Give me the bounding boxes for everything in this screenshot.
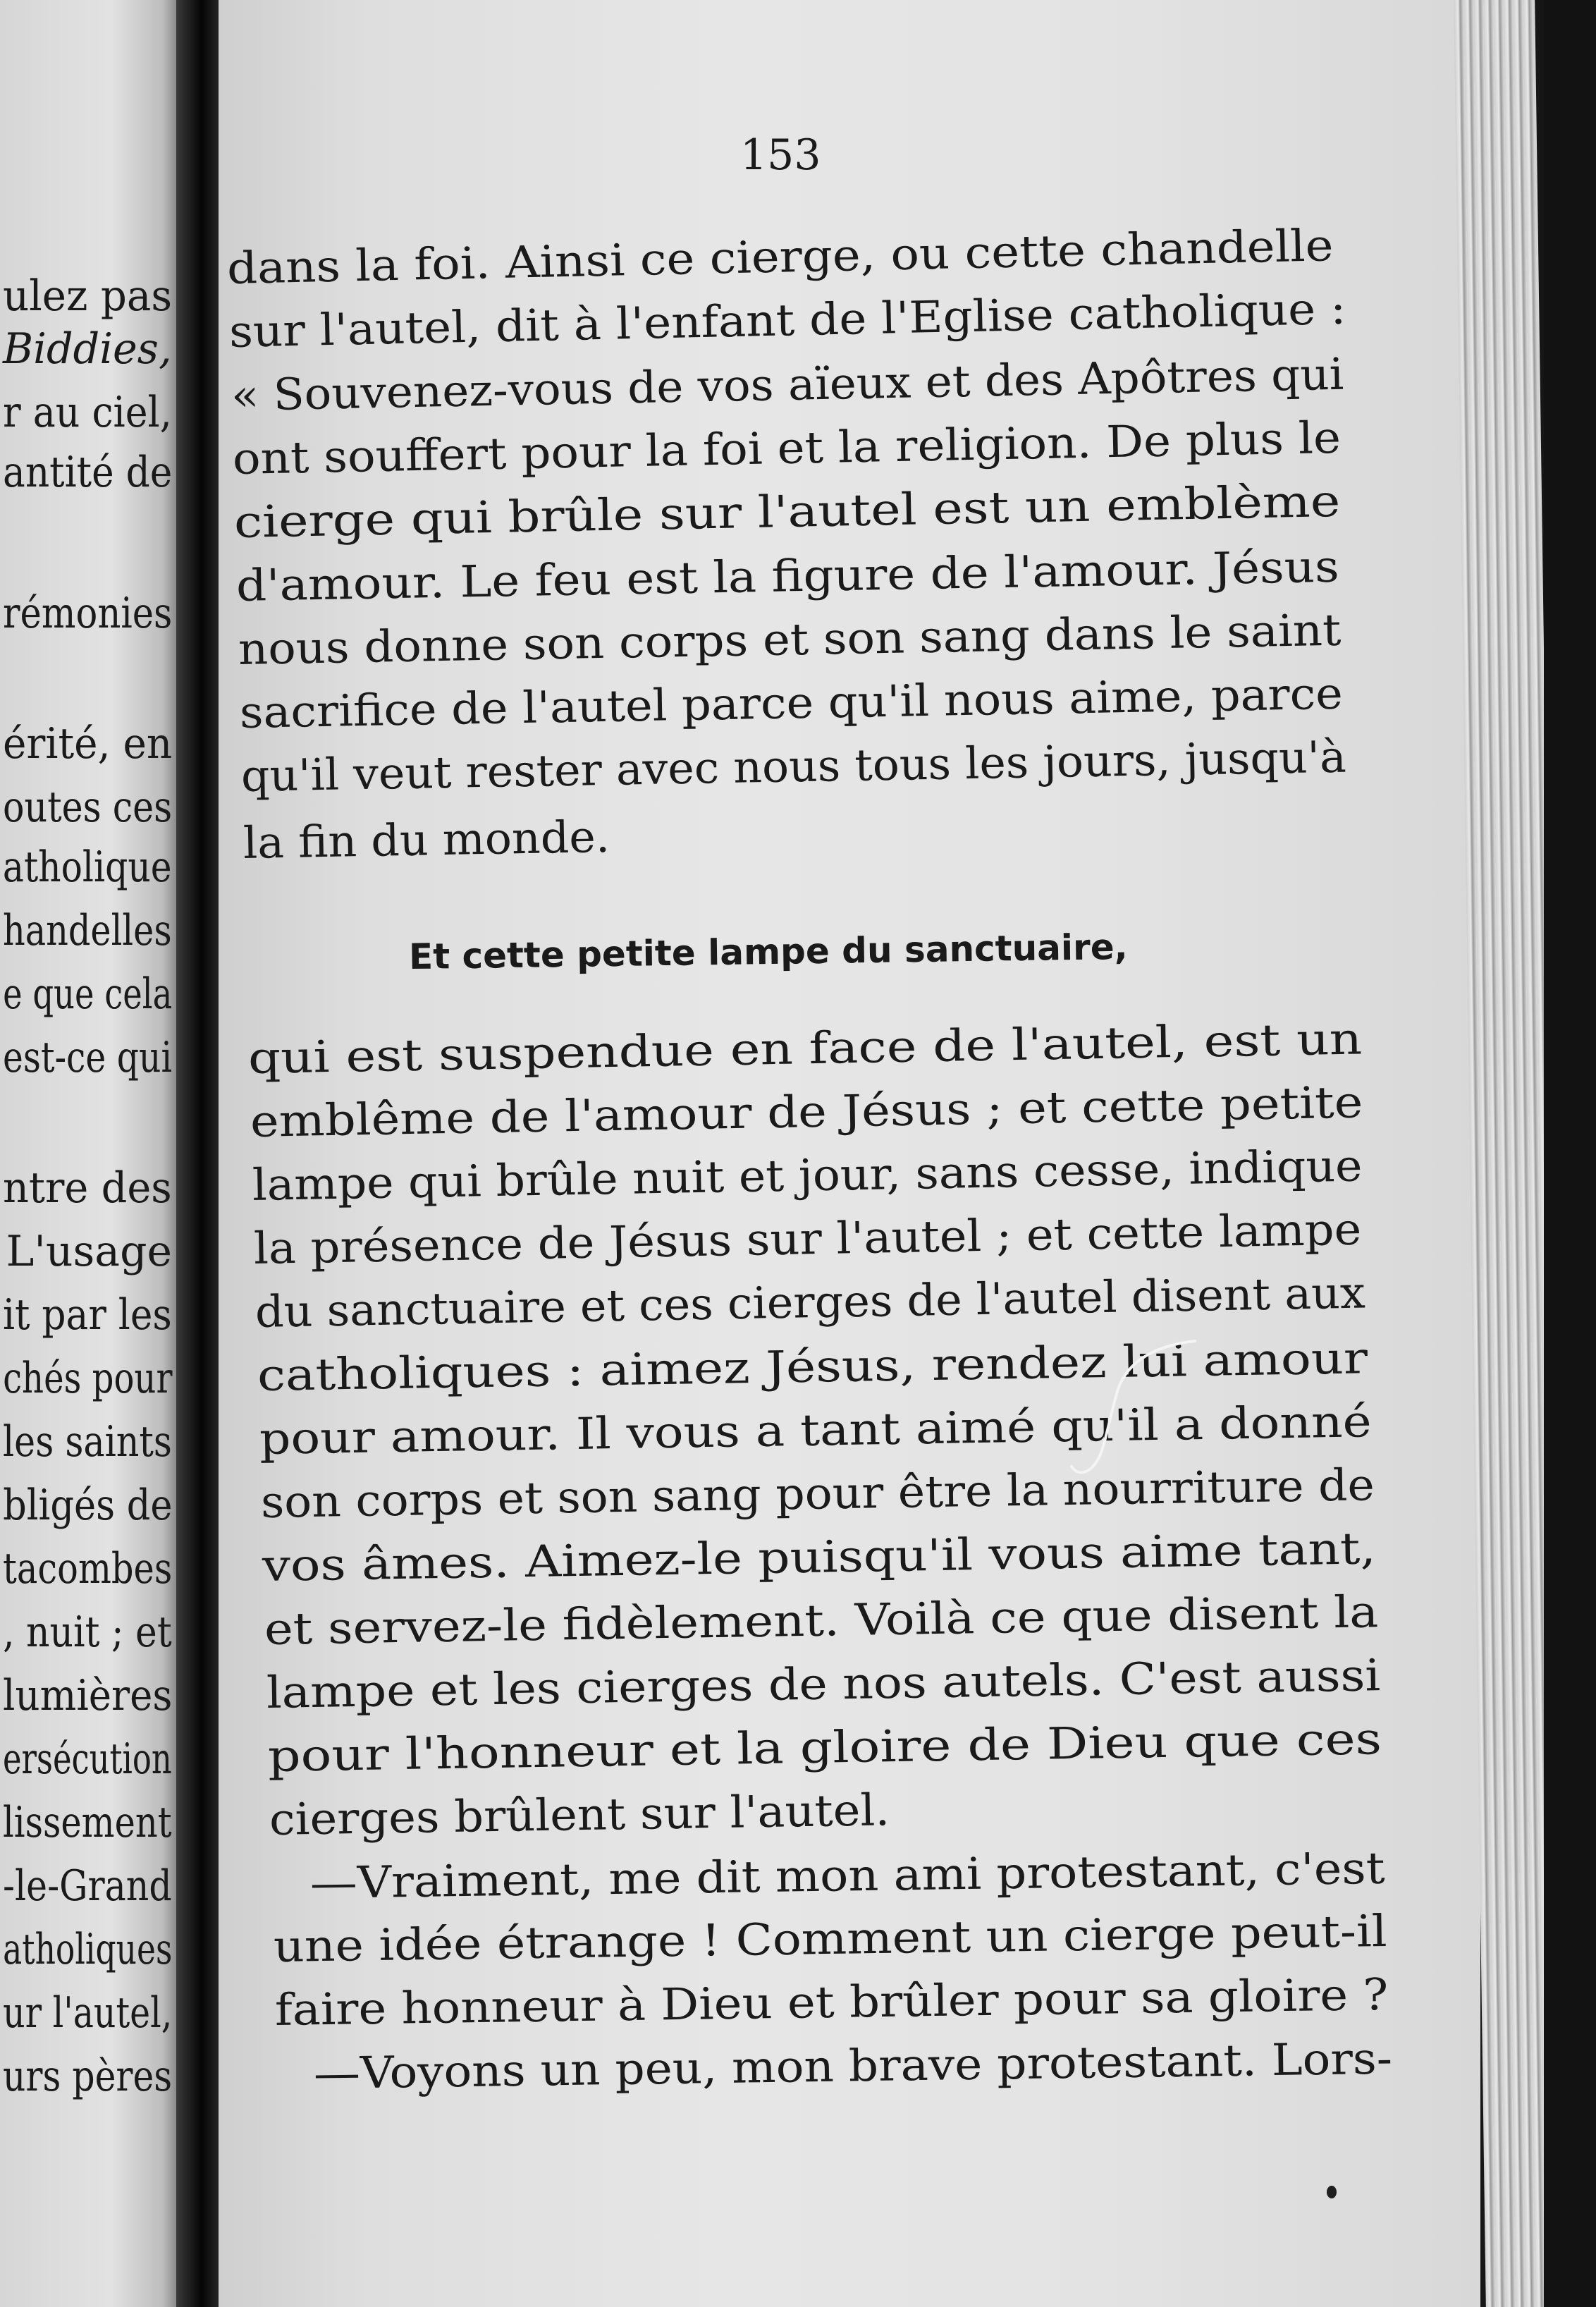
- text-line: lampe qui brûle nuit et jour, sans cesse, indique: [252, 1139, 1363, 1211]
- left-page-line: tacombes: [2, 1544, 172, 1593]
- left-page-line: les saints: [3, 1417, 172, 1467]
- left-page-line: lissement: [3, 1798, 172, 1847]
- text-line: sacrifice de l'autel parce qu'il nous aime, parce: [239, 667, 1344, 738]
- text-line: catholiques : aimez Jésus, rendez lui amour: [257, 1332, 1368, 1401]
- left-page-line: atholiques: [2, 1925, 172, 1974]
- text-line: sur l'autel, dit à l'enfant de l'Eglise catholique :: [228, 282, 1347, 357]
- left-page-line: e que cela: [2, 969, 172, 1019]
- ink-speck: [1327, 2186, 1337, 2198]
- text-line: lampe et les cierges de nos autels. C'est aussi: [266, 1649, 1381, 1718]
- text-line: nous donne son corps et son sang dans le saint: [238, 604, 1342, 675]
- text-line: emblême de l'amour de Jésus ; et cette petite: [250, 1076, 1363, 1147]
- text-line: faire honneur à Dieu et brûler pour sa gloire ?: [274, 1968, 1389, 2036]
- text-line: « Souvenez-vous de vos aïeux et des Apôtres qui: [231, 348, 1344, 421]
- text-line: ont souffert pour la foi et la religion. De plus le: [232, 411, 1342, 484]
- text-line: son corps et son sang pour être la nourriture de: [260, 1459, 1375, 1528]
- left-page-line: handelles: [3, 906, 172, 955]
- left-page-line: ersécution: [3, 1734, 172, 1784]
- section-heading: Et cette petite lampe du sanctuaire,: [408, 926, 1129, 978]
- text-line: qu'il veut rester avec nous tous les jours, jusqu'à: [240, 730, 1347, 802]
- text-line: pour amour. Il vous a tant aimé qu'il a donné: [259, 1395, 1373, 1464]
- left-page-line: atholique: [3, 843, 172, 892]
- text-line: et servez-le fidèlement. Voilà ce que disent la: [264, 1586, 1379, 1655]
- left-page-line: ulez pas: [2, 271, 172, 321]
- text-line: pour l'honneur et la gloire de Dieu que ces: [267, 1713, 1382, 1782]
- page-number: 153: [740, 130, 821, 180]
- text-line: d'amour. Le feu est la figure de l'amour. Jésus: [235, 540, 1340, 611]
- left-page-line: chés pour: [2, 1354, 172, 1403]
- left-page-line: outes ces: [2, 783, 172, 832]
- text-line: la fin du monde.: [243, 810, 610, 869]
- left-page-line: L'usage: [6, 1227, 172, 1276]
- text-line: vos âmes. Aimez-le puisqu'il vous aime tant,: [262, 1522, 1377, 1591]
- text-line: du sanctuaire et ces cierges de l'autel disent aux: [254, 1266, 1366, 1338]
- left-page-line: lumières: [2, 1671, 172, 1720]
- text-line: cierges brûlent sur l'autel.: [269, 1784, 890, 1845]
- left-page-line: érité, en: [2, 719, 172, 769]
- left-page-line: , nuit ; et: [3, 1608, 172, 1657]
- left-page-line: rémonies: [2, 589, 172, 638]
- text-line: la présence de Jésus sur l'autel ; et cette lampe: [253, 1203, 1362, 1274]
- scan-background: [1544, 0, 1596, 2307]
- left-page-fragment: [0, 0, 185, 2307]
- left-page-line: it par les: [3, 1290, 172, 1340]
- left-page-line: -le-Grand: [3, 1861, 172, 1911]
- pencil-annotation-mark: [1050, 1333, 1205, 1509]
- left-page-line: antité de: [2, 448, 172, 497]
- text-line: —Vraiment, me dit mon ami protestant, c'est: [309, 1842, 1386, 1909]
- left-page-line: urs pères: [2, 2052, 172, 2101]
- left-page-line: bligés de: [2, 1481, 172, 1530]
- text-line: cierge qui brûle sur l'autel est un emblème: [233, 475, 1341, 548]
- text-line: dans la foi. Ainsi ce cierge, ou cette chandelle: [226, 219, 1334, 294]
- left-page-line: est-ce qui: [2, 1033, 172, 1082]
- text-line: une idée étrange ! Comment un cierge peut-il: [273, 1904, 1387, 1972]
- left-page-line: ntre des: [3, 1163, 172, 1213]
- left-page-line: r au ciel,: [3, 388, 172, 437]
- left-page-line: Biddies,: [3, 324, 172, 374]
- text-line: —Voyons un peu, mon brave protestant. Lors-: [313, 2032, 1393, 2099]
- left-page-line: ur l'autel,: [2, 1988, 172, 2038]
- text-line: qui est suspendue en face de l'autel, est un: [247, 1012, 1363, 1084]
